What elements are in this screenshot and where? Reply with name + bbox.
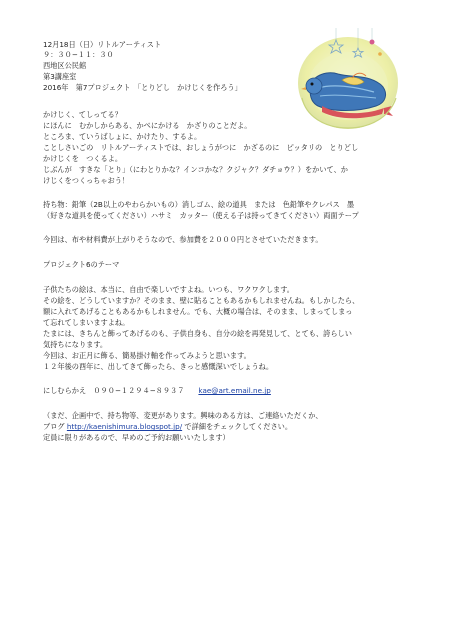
- notes-line-1: （まだ、企画中で、持ち物等、変更があります。興味のある方は、ご連絡いただくか、: [43, 411, 323, 420]
- intro-line-7: けじくをつくっちゃおう！: [43, 176, 130, 185]
- materials-line-1: 持ち物：鉛筆（2B以上のやわらかいもの）消しゴム、絵の道具 または 色鉛筆やクレパス 墨: [43, 200, 355, 209]
- intro-line-5: かけじくを つくるよ。: [43, 154, 123, 163]
- theme-line-3: 額に入れてあげることもあるかもしれません。でも、大概の場合は、そのまま、しまってしまっ: [43, 307, 353, 316]
- theme-line-8: １２年後の酉年に、出してきて飾ったら、きっと感慨深いでしょうね。: [43, 362, 274, 371]
- theme-line-6: 気持ちになります。: [43, 340, 108, 349]
- project-title: 2016年 第7プロジェクト 「とりどし かけじくを作ろう」: [43, 83, 242, 92]
- event-time: ９：３０−１１：３０: [43, 50, 114, 59]
- materials-line-2: （好きな道具を使ってください）ハサミ カッター（使える子は持ってきてください）両面テープ: [43, 211, 359, 220]
- theme-line-2: その絵を、どうしていますか？そのまま、壁に貼ることもあるかもしれませんね。もしかしたら、: [43, 296, 360, 305]
- intro-line-6: じぶんが すきな「とり」（にわとりかな？インコかな？クジャク？ダチョウ？）をかいて、か: [43, 165, 348, 174]
- blog-link[interactable]: http://kaenishimura.blogspot.jp/: [66, 422, 183, 431]
- contact-line: [43, 386, 271, 395]
- theme-line-1: 子供たちの絵は、本当に、自由で楽しいですよね。いつも、ワクワクします。: [43, 285, 294, 294]
- notes-blog-suffix: で詳細をチェックしてください。: [184, 422, 293, 431]
- theme-line-4: て忘れてしまいますよね。: [43, 318, 130, 327]
- notes-line-3: 定員に限りがあるので、早めのご予約お願いいたします）: [43, 433, 230, 442]
- event-date: 12月18日（日）リトルアーティスト: [43, 40, 162, 49]
- email-link[interactable]: kae@art.email.ne.jp: [198, 386, 271, 395]
- theme-title: プロジェクト6のテーマ: [43, 260, 120, 269]
- intro-line-4: ことしさいごの リトルアーティストでは、おしょうがつに かざるのに ピッタリの とりどし: [43, 143, 359, 152]
- intro-line-2: にほんに むかしからある、かべにかける かざりのことだよ。: [43, 121, 252, 130]
- intro-line-3: ところま、ていうばしょに、かけたり、するよ。: [43, 132, 202, 141]
- notes-line-2: [43, 422, 292, 431]
- theme-line-5: たまには、きちんと飾ってあげるのも、子供自身も、自分の絵を再発見して、とても、誇らしい: [43, 329, 352, 338]
- fee-notice: 今回は、布や材料費が上がりそうなので、参加費を２０００円とさせていただきます。: [43, 235, 323, 244]
- bird-on-moon-illustration: [292, 28, 408, 134]
- notes-blog-prefix: ブログ: [43, 422, 65, 431]
- theme-line-7: 今回は、お正月に飾る、簡易掛け軸を作ってみようと思います。: [43, 351, 251, 360]
- event-room: 第3講座室: [43, 72, 77, 81]
- event-venue: 西地区公民館: [43, 61, 87, 70]
- intro-line-1: かけじく、てしってる？: [43, 110, 122, 119]
- contact-name-phone: にしむらかえ ０９０−１２９４−８９３７: [43, 386, 185, 395]
